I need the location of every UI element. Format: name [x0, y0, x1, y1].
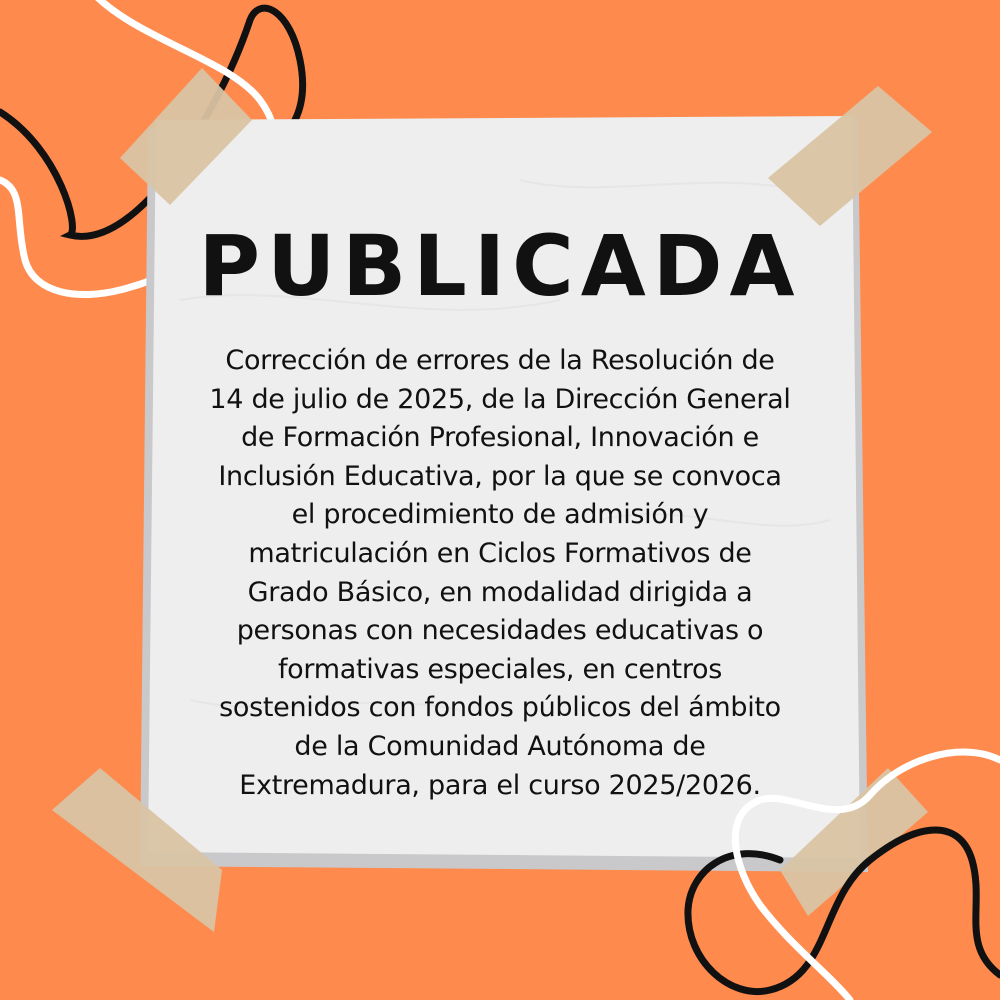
notice-body-line: personas con necesidades educativas o — [236, 615, 764, 647]
notice-body-line: matriculación en Ciclos Formativos de — [248, 537, 752, 569]
notice-body-line: Grado Básico, en modalidad dirigida a — [247, 576, 753, 608]
notice-body-line: Extremadura, para el curso 2025/2026. — [239, 769, 761, 801]
notice-body — [170, 342, 830, 805]
notice-body-line: sostenidos con fondos públicos del ámbito — [219, 692, 781, 724]
notice-body-line: formativas especiales, en centros — [277, 653, 723, 685]
notice-body-line: Inclusión Educativa, por la que se convoca — [218, 460, 782, 492]
notice-body-line: 14 de julio de 2025, de la Dirección General — [209, 383, 791, 415]
notice-body-line: de la Comunidad Autónoma de — [294, 730, 706, 762]
notice-body-line: el procedimiento de admisión y — [291, 499, 709, 531]
notice-body-line: de Formación Profesional, Innovación e — [241, 422, 759, 454]
notice-title: PUBLICADA — [198, 217, 802, 315]
notice-body-line: Corrección de errores de la Resolución de — [225, 345, 775, 376]
